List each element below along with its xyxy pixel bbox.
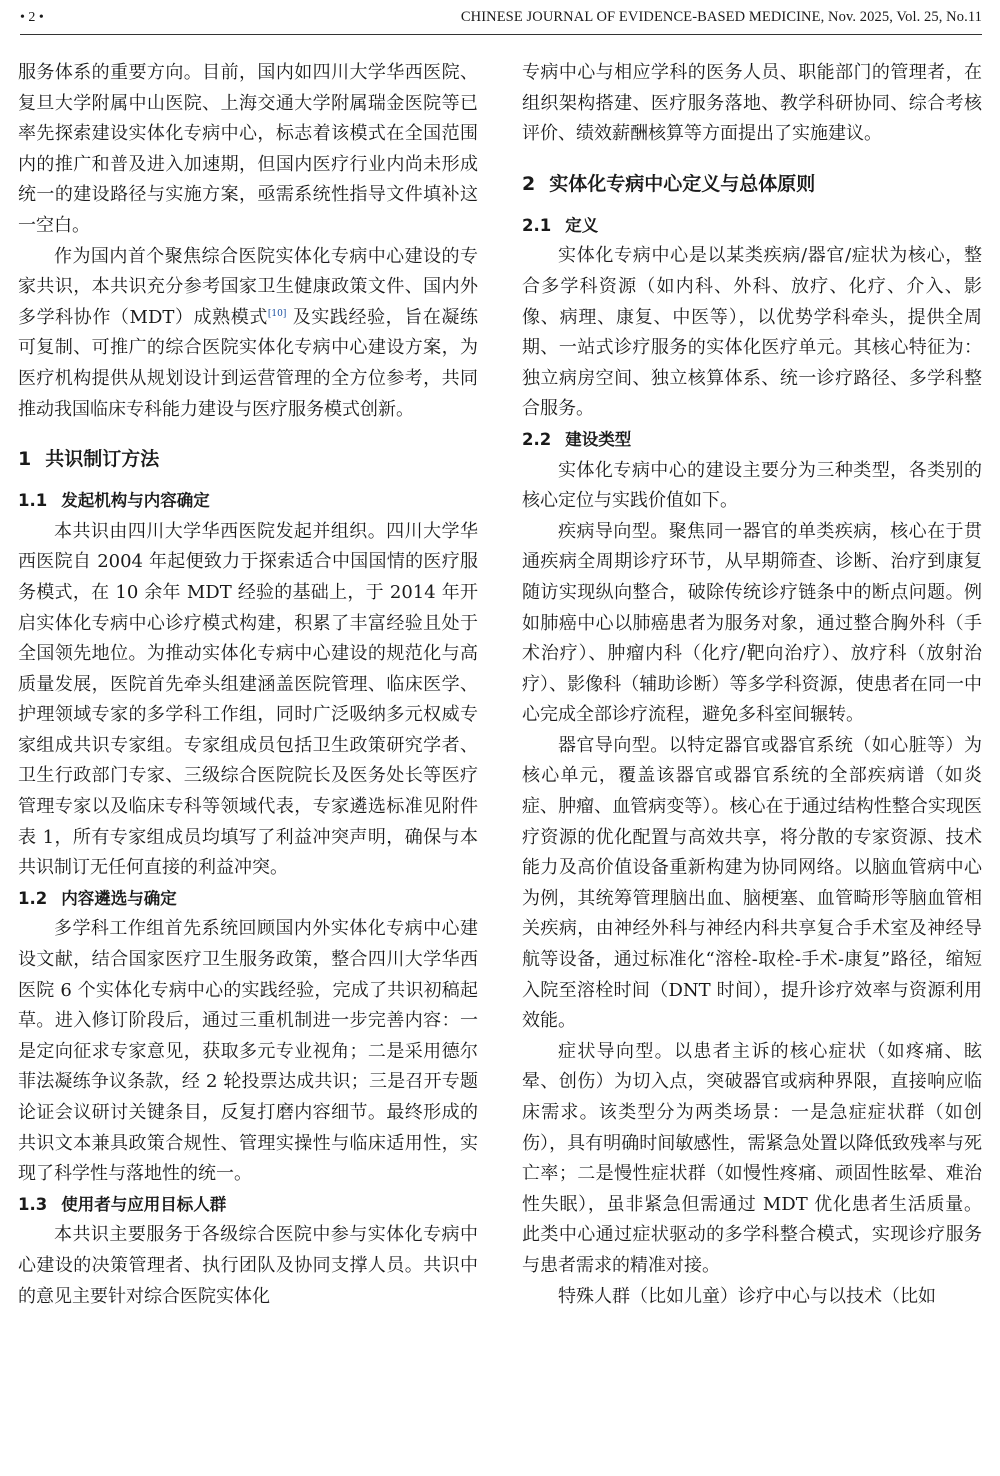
subsection-title: 使用者与应用目标人群 bbox=[61, 1194, 227, 1214]
subsection-title: 发起机构与内容确定 bbox=[61, 491, 210, 511]
running-header bbox=[20, 8, 982, 35]
right-column bbox=[522, 58, 982, 1312]
subsection-number: 1.1 bbox=[18, 491, 48, 511]
citation-ref[interactable]: [10] bbox=[267, 308, 287, 319]
paragraph: 服务体系的重要方向。目前，国内如四川大学华西医院、复旦大学附属中山医院、上海交通大学附属瑞金医院等已率先探索建设实体化专病中心，标志着该模式在全国范围内的推广和普及进入加速期，但国内医疗行业内尚未形成统一的建设路径与实施方案，亟需系统性指导文件填补这一空白。 bbox=[18, 62, 478, 236]
subsection-number: 2.2 bbox=[522, 429, 552, 449]
subsection-title: 定义 bbox=[565, 215, 599, 235]
paragraph-text: 作为国内首个聚焦综合医院实体化专病中心建设的专家共识，本共识充分参考国家卫生健康政策文件、国内外多学科协作（MDT）成熟模式 bbox=[18, 245, 478, 328]
paragraph: 症状导向型。以患者主诉的核心症状（如疼痛、眩晕、创伤）为切入点，突破器官或病种界限，直接响应临床需求。该类型分为两类场景：一是急症症状群（如创伤），具有明确时间敏感性，需紧急处置以降低致残率与死亡率；二是慢性症状群（如慢性疼痛、顽固性眩晕、难治性失眠），虽非紧急但需通过 MDT 优化患者生活质量。此类中心通过症状驱动的多学科整合模式，实现诊疗服务与患者需求的精准对接。 bbox=[522, 1040, 982, 1276]
page-number: • 2 • bbox=[20, 10, 44, 25]
paragraph: 特殊人群（比如儿童）诊疗中心与以技术（比如 bbox=[558, 1285, 936, 1307]
paragraph: 疾病导向型。聚焦同一器官的单类疾病，核心在于贯通疾病全周期诊疗环节，从早期筛查、诊断、治疗到康复随访实现纵向整合，破除传统诊疗链条中的断点问题。例如肺癌中心以肺癌患者为服务对象，通过整合胸外科（手术治疗）、肿瘤内科（化疗/靶向治疗）、放疗科（放射治疗）、影像科（辅助诊断）等多学科资源，使患者在同一中心完成全部诊疗流程，避免多科室间辗转。 bbox=[522, 520, 982, 726]
subsection-heading bbox=[522, 211, 982, 242]
paragraph: 器官导向型。以特定器官或器官系统（如心脏等）为核心单元，覆盖该器官或器官系统的全部疾病谱（如炎症、肿瘤、血管病变等）。核心在于通过结构性整合实现医疗资源的优化配置与高效共享，将分散的专家资源、技术能力及高价值设备重新构建为协同网络。以脑血管病中心为例，其统筹管理脑出血、脑梗塞、血管畸形等脑血管相关疾病，由神经外科与神经内科共享复合手术室及神经导航等设备，通过标准化“溶栓-取栓-手术-康复”路径，缩短入院至溶栓时间（DNT 时间），提升诊疗效率与资源利用效能。 bbox=[522, 734, 982, 1032]
journal-citation: CHINESE JOURNAL OF EVIDENCE-BASED MEDICINE, Nov. 2025, Vol. 25, No.11 bbox=[460, 9, 982, 25]
paragraph: 本共识由四川大学华西医院发起并组织。四川大学华西医院自 2004 年起便致力于探索适合中国国情的医疗服务模式，在 10 余年 MDT 经验的基础上，于 2014 年开启实体化专病中心诊疗模式构建，积累了丰富经验且处于全国领先地位。为推动实体化专病中心建设的规范化与高质量发展，医院首先牵头组建涵盖医院管理、临床医学、护理领域专家的多学科工作组，同时广泛吸纳多元权威专家组成共识专家组。专家组成员包括卫生政策研究学者、卫生行政部门专家、三级综合医院院长及医务处长等医疗管理专家以及临床专科等领域代表，专家遴选标准见附件表 1，所有专家组成员均填写了利益冲突声明，确保与本共识制订无任何直接的利益冲突。 bbox=[18, 520, 478, 879]
section-heading bbox=[18, 444, 478, 474]
paragraph: 实体化专病中心的建设主要分为三种类型，各类别的核心定位与实践价值如下。 bbox=[522, 459, 982, 512]
section-heading bbox=[522, 169, 982, 199]
section-number: 1 bbox=[18, 448, 32, 471]
section-number: 2 bbox=[522, 172, 536, 195]
left-column bbox=[18, 58, 478, 1312]
subsection-number: 1.2 bbox=[18, 888, 48, 908]
paragraph: 实体化专病中心是以某类疾病/器官/症状为核心，整合多学科资源（如内科、外科、放疗、化疗、介入、影像、病理、康复、中医等），以优势学科牵头，提供全周期、一站式诊疗服务的实体化医疗单元。其核心特征为：独立病房空间、独立核算体系、统一诊疗路径、多学科整合服务。 bbox=[522, 245, 982, 420]
paragraph: 专病中心与相应学科的医务人员、职能部门的管理者，在组织架构搭建、医疗服务落地、教学科研协同、综合考核评价、绩效薪酬核算等方面提出了实施建议。 bbox=[522, 62, 982, 145]
subsection-title: 建设类型 bbox=[565, 429, 632, 449]
paragraph: 本共识主要服务于各级综合医院中参与实体化专病中心建设的决策管理者、执行团队及协同支撑人员。共识中的意见主要针对综合医院实体化 bbox=[18, 1224, 478, 1307]
paragraph-text: 及实践经验，旨在凝练可复制、可推广的综合医院实体化专病中心建设方案，为医疗机构提供从规划设计到运营管理的全方位参考，共同推动我国临床专科能力建设与医疗服务模式创新。 bbox=[18, 306, 478, 420]
paragraph: 多学科工作组首先系统回顾国内外实体化专病中心建设文献，结合国家医疗卫生服务政策，整合四川大学华西医院 6 个实体化专病中心的实践经验，完成了共识初稿起草。进入修订阶段后，通过三重机制进一步完善内容：一是定向征求专家意见，获取多元专业视角；二是采用德尔菲法凝练争议条款，经 2 轮投票达成共识；三是召开专题论证会议研讨关键条目，反复打磨内容细节。最终形成的共识文本兼具政策合规性、管理实操性与临床适用性，实现了科学性与落地性的统一。 bbox=[18, 918, 478, 1185]
subsection-number: 2.1 bbox=[522, 215, 552, 235]
subsection-heading bbox=[522, 425, 982, 456]
subsection-heading bbox=[18, 486, 478, 517]
section-title: 实体化专病中心定义与总体原则 bbox=[549, 172, 816, 195]
subsection-title: 内容遴选与确定 bbox=[61, 888, 177, 908]
subsection-heading bbox=[18, 884, 478, 915]
paragraph bbox=[18, 242, 478, 426]
section-title: 共识制订方法 bbox=[45, 448, 160, 471]
subsection-number: 1.3 bbox=[18, 1194, 48, 1214]
subsection-heading bbox=[18, 1190, 478, 1221]
